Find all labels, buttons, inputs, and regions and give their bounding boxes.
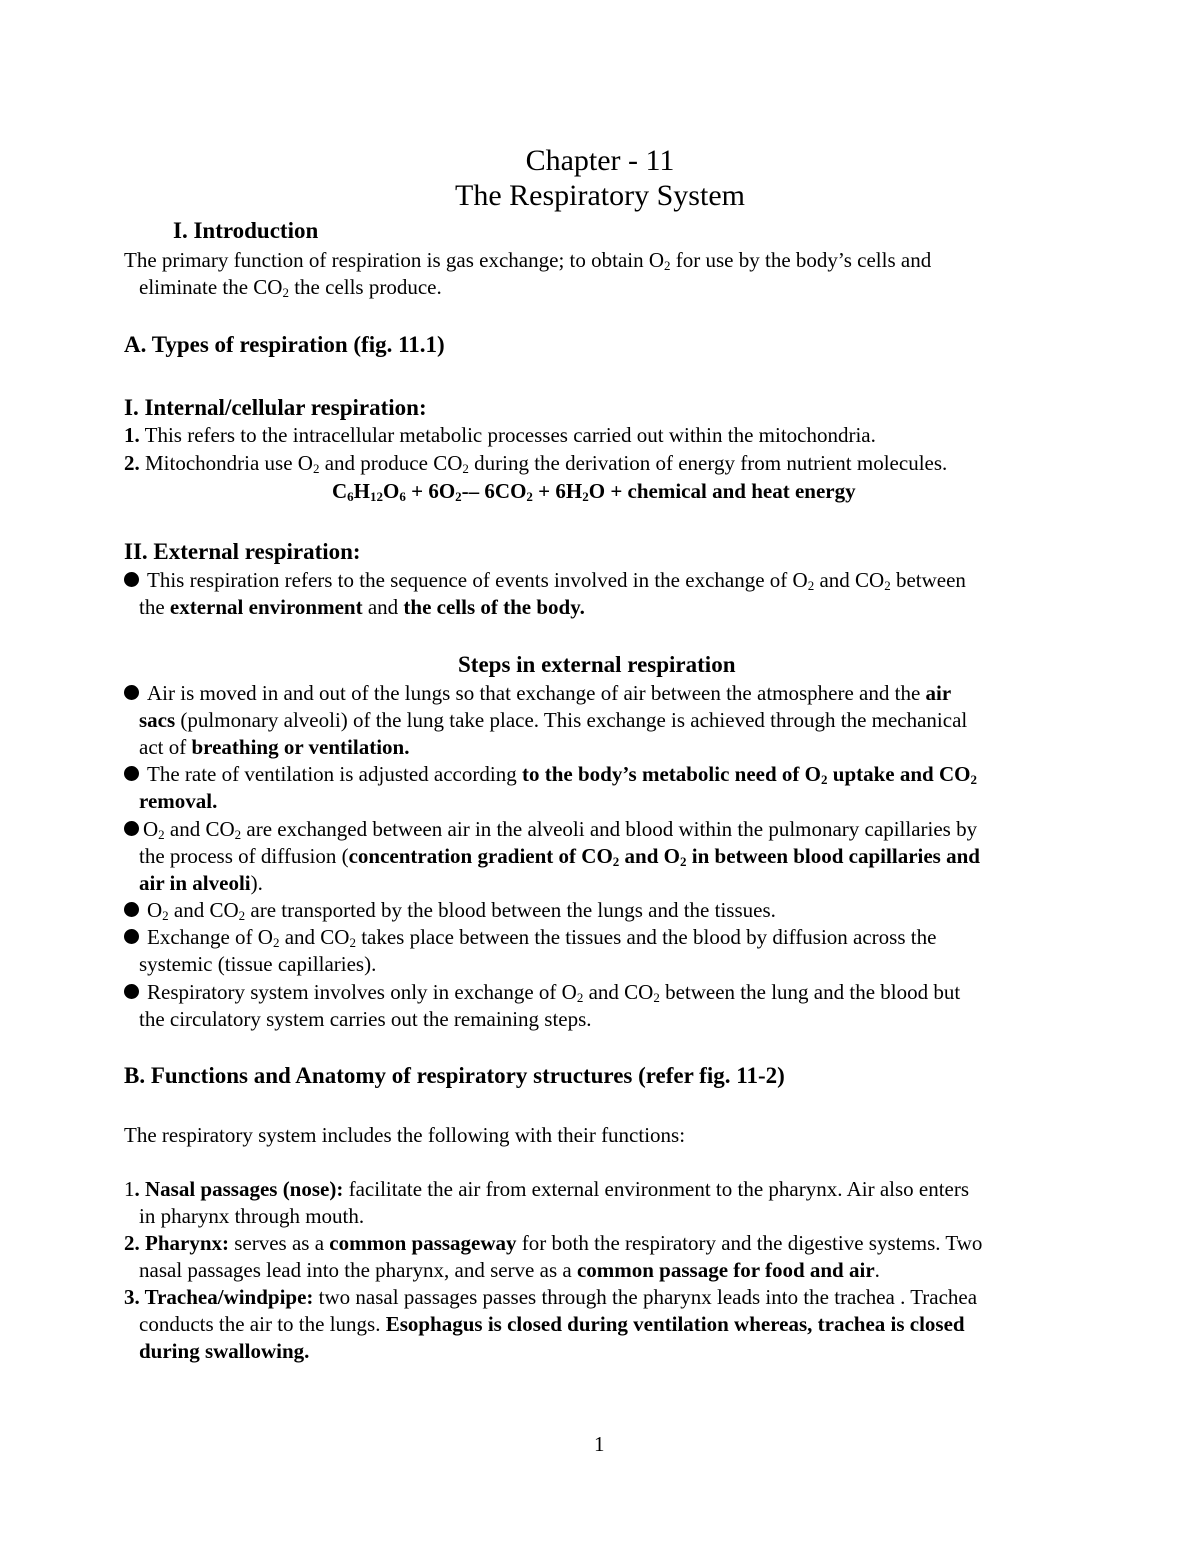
- section-a-heading: A. Types of respiration (fig. 11.1): [124, 332, 445, 357]
- step-3-line-2: the process of diffusion (concentration gradient of $CO_2$ and $O_2$ in between blood capillaries and: [139, 844, 980, 869]
- page-number: 1: [594, 1432, 605, 1456]
- bullet-icon: [124, 902, 139, 917]
- respiration-equation: $C_6H_{12}O_6 + 6O_2--$ $6CO_2 + 6H_2O$ + chemical and heat energy: [332, 479, 856, 504]
- external-bullet-line-1: This respiration refers to the sequence of events involved in the exchange of $O_2$ and $CO_2$ between: [124, 567, 966, 594]
- step-3-line-3: air in alveoli).: [139, 871, 263, 895]
- bullet-icon: [124, 685, 139, 700]
- step-5-line-1: Exchange of $O_2$ and $CO_2$ takes place between the tissues and the blood by diffusion across the: [124, 924, 936, 951]
- intro-line-2: eliminate the $CO_2$ the cells produce.: [139, 275, 442, 300]
- step-4-line-1: $O_2$ and $CO_2$ are transported by the blood between the lungs and the tissues.: [124, 897, 776, 924]
- section-b-intro: The respiratory system includes the following with their functions:: [124, 1123, 686, 1147]
- step-1-line-3: act of breathing or ventilation.: [139, 735, 410, 759]
- section-b-heading: B. Functions and Anatomy of respiratory structures (refer fig. 11-2): [124, 1063, 785, 1088]
- step-1-line-1: Air is moved in and out of the lungs so that exchange of air between the atmosphere and the air: [124, 680, 951, 707]
- internal-item-1: 1. This refers to the intracellular metabolic processes carried out within the mitochondria.: [124, 423, 876, 447]
- structure-2-line-1: 2. Pharynx: serves as a common passageway for both the respiratory and the digestive systems. Two: [124, 1231, 983, 1255]
- external-bullet-line-2: the external environment and the cells of the body.: [139, 595, 585, 619]
- chapter-number: Chapter - 11: [525, 144, 675, 177]
- structure-1-line-2: in pharynx through mouth.: [139, 1204, 365, 1228]
- internal-item-2: 2. Mitochondria use $O_2$ and produce $CO_2$ during the derivation of energy from nutrient molecules.: [124, 451, 948, 476]
- step-6-line-2: the circulatory system carries out the remaining steps.: [139, 1007, 592, 1031]
- structure-3-line-3: during swallowing.: [139, 1339, 310, 1363]
- step-2-line-1: The rate of ventilation is adjusted according to the body’s metabolic need of $O_2$ uptake and $CO_2$: [124, 761, 977, 788]
- structure-3-line-1: 3. Trachea/windpipe: two nasal passages passes through the pharynx leads into the trachea . Trachea: [124, 1285, 978, 1309]
- step-2-line-2: removal.: [139, 789, 218, 813]
- intro-heading: I. Introduction: [173, 218, 319, 243]
- internal-heading: I. Internal/cellular respiration:: [124, 395, 427, 420]
- structure-2-line-2: nasal passages lead into the pharynx, and serve as a common passage for food and air.: [139, 1258, 880, 1282]
- step-3-line-1: $O_2$ and $CO_2$ are exchanged between air in the alveoli and blood within the pulmonary capillaries by: [124, 816, 977, 843]
- intro-line-1: The primary function of respiration is gas exchange; to obtain $O_2$ for use by the body’s cells and: [124, 248, 932, 273]
- step-5-line-2: systemic (tissue capillaries).: [139, 952, 377, 976]
- bullet-icon: [124, 984, 139, 999]
- step-6-line-1: Respiratory system involves only in exchange of $O_2$ and $CO_2$ between the lung and the blood but: [124, 979, 960, 1006]
- structure-1-line-1: 1. Nasal passages (nose): facilitate the air from external environment to the pharynx. Air also enters: [124, 1177, 970, 1201]
- bullet-icon: [124, 821, 139, 836]
- external-heading: II. External respiration:: [124, 539, 361, 564]
- steps-heading: Steps in external respiration: [458, 652, 736, 677]
- chapter-title: The Respiratory System: [455, 179, 745, 212]
- bullet-icon: [124, 572, 139, 587]
- bullet-icon: [124, 766, 139, 781]
- bullet-icon: [124, 929, 139, 944]
- step-1-line-2: sacs (pulmonary alveoli) of the lung take place. This exchange is achieved through the mechanical: [139, 708, 968, 732]
- structure-3-line-2: conducts the air to the lungs. Esophagus is closed during ventilation whereas, trachea is closed: [139, 1312, 965, 1336]
